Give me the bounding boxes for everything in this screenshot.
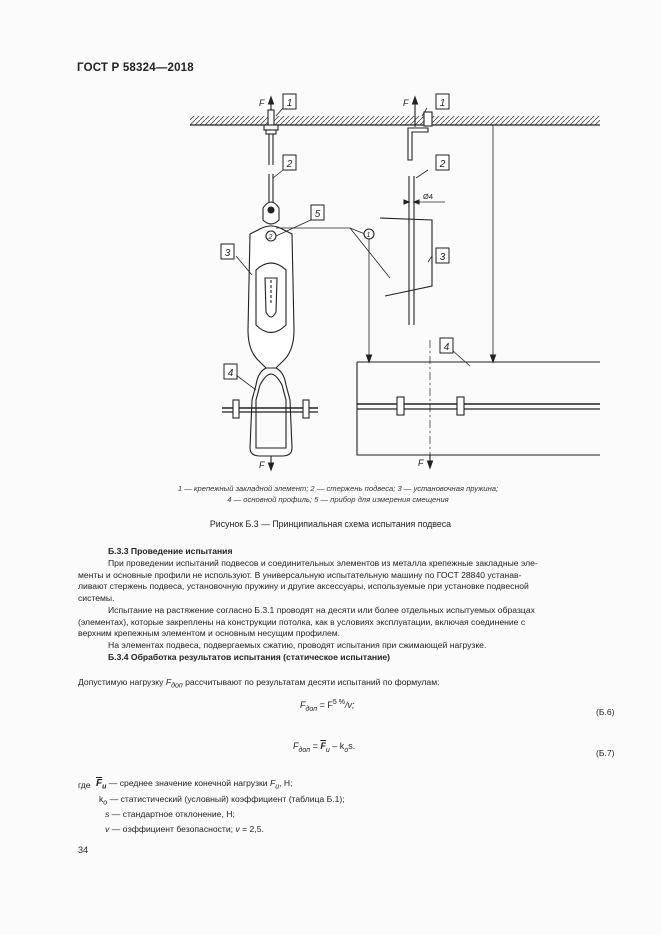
label-left-4: 4 [227,368,234,379]
section-heading-b33: Б.3.3 Проведение испытания [108,546,233,556]
page-number: 34 [78,845,89,855]
where-label: где [78,780,91,790]
paragraph-b33-3: На элементах подвеса, подвергаемых сжатию, проводят испытания при сжимающей нагрузке. [108,640,487,650]
figure-legend-line-2: 4 — основной профиль; 5 — прибор для измерения смещения [227,495,449,504]
left-hanger-assembly [222,97,318,470]
force-label-right-bottom: F [418,458,424,468]
figure-caption: Рисунок Б.3 — Принципиальная схема испытания подвеса [209,519,452,529]
force-label-left-top: F [259,98,265,108]
label-right-3: 3 [439,252,446,263]
paragraph-b33-1: При проведении испытаний подвесов и соединительных элементов из металла крепежные закладные эле- менты и основные профили не используют. В универсальную испытательную машину по ГОСТ 28840 устанав- ливают стержень подвеса, установочную пружину и другие аксессуары, используемые при установке подвесной системы. [78,558,538,603]
document-header: ГОСТ Р 58324—2018 [77,62,194,74]
paragraph-b33-2: Испытание на растяжение согласно Б.3.1 проводят на десяти или более отдельных испытуемых образцах (элементах), которые закреплены на конструкции потолка, как в условиях эксплуатации, включая соединение с верхним крепежным элементом и основным несущим профилем. [78,605,535,639]
label-right-2: 2 [439,159,446,170]
label-left-3: 3 [224,248,231,259]
formula-b6-number: (Б.6) [596,707,615,717]
formula-b7-number: (Б.7) [596,748,615,758]
section-heading-b34: Б.3.4 Обработка результатов испытания (статическое испытание) [108,652,390,662]
label-right-1: 1 [439,98,446,109]
label-left-5: 5 [314,209,321,220]
paragraph-b34-intro: Допустимую нагрузку $F_{доп}$ рассчитывают по результатам десяти испытаний по формулам: [78,677,440,690]
formula-b7: $F_{доп} = \overline{F}_u - k_os$. [293,741,356,754]
definition-ko: $k_o$ — статистический (условный) коэффициент (таблица Б.1); [99,794,345,807]
definition-s: s — стандартное отклонение, Н; [105,809,235,819]
definition-fu: $\overline{F}_u$ — среднее значение конечной нагрузки $F_u$, Н; [96,778,293,791]
force-label-left-bottom: F [259,460,265,470]
definition-v: v — оэффициент безопасности; v = 2,5. [105,824,264,834]
label-left-2: 2 [286,159,293,170]
svg-text:2: 2 [268,234,273,241]
label-left-1: 1 [286,98,293,109]
diameter-label: Ø4 [423,192,434,201]
svg-text:1: 1 [366,232,371,239]
ceiling-slab [190,116,600,125]
force-label-right-top: F [403,98,409,108]
right-hanger-assembly [357,97,600,468]
figure-legend-line-1: 1 — крепежный закладной элемент; 2 — стержень подвеса; 3 — установочная пружина; [177,484,499,493]
label-right-4: 4 [443,342,450,353]
formula-b6: $F_{доп} = F^{5 \%}/v$; [300,699,355,713]
